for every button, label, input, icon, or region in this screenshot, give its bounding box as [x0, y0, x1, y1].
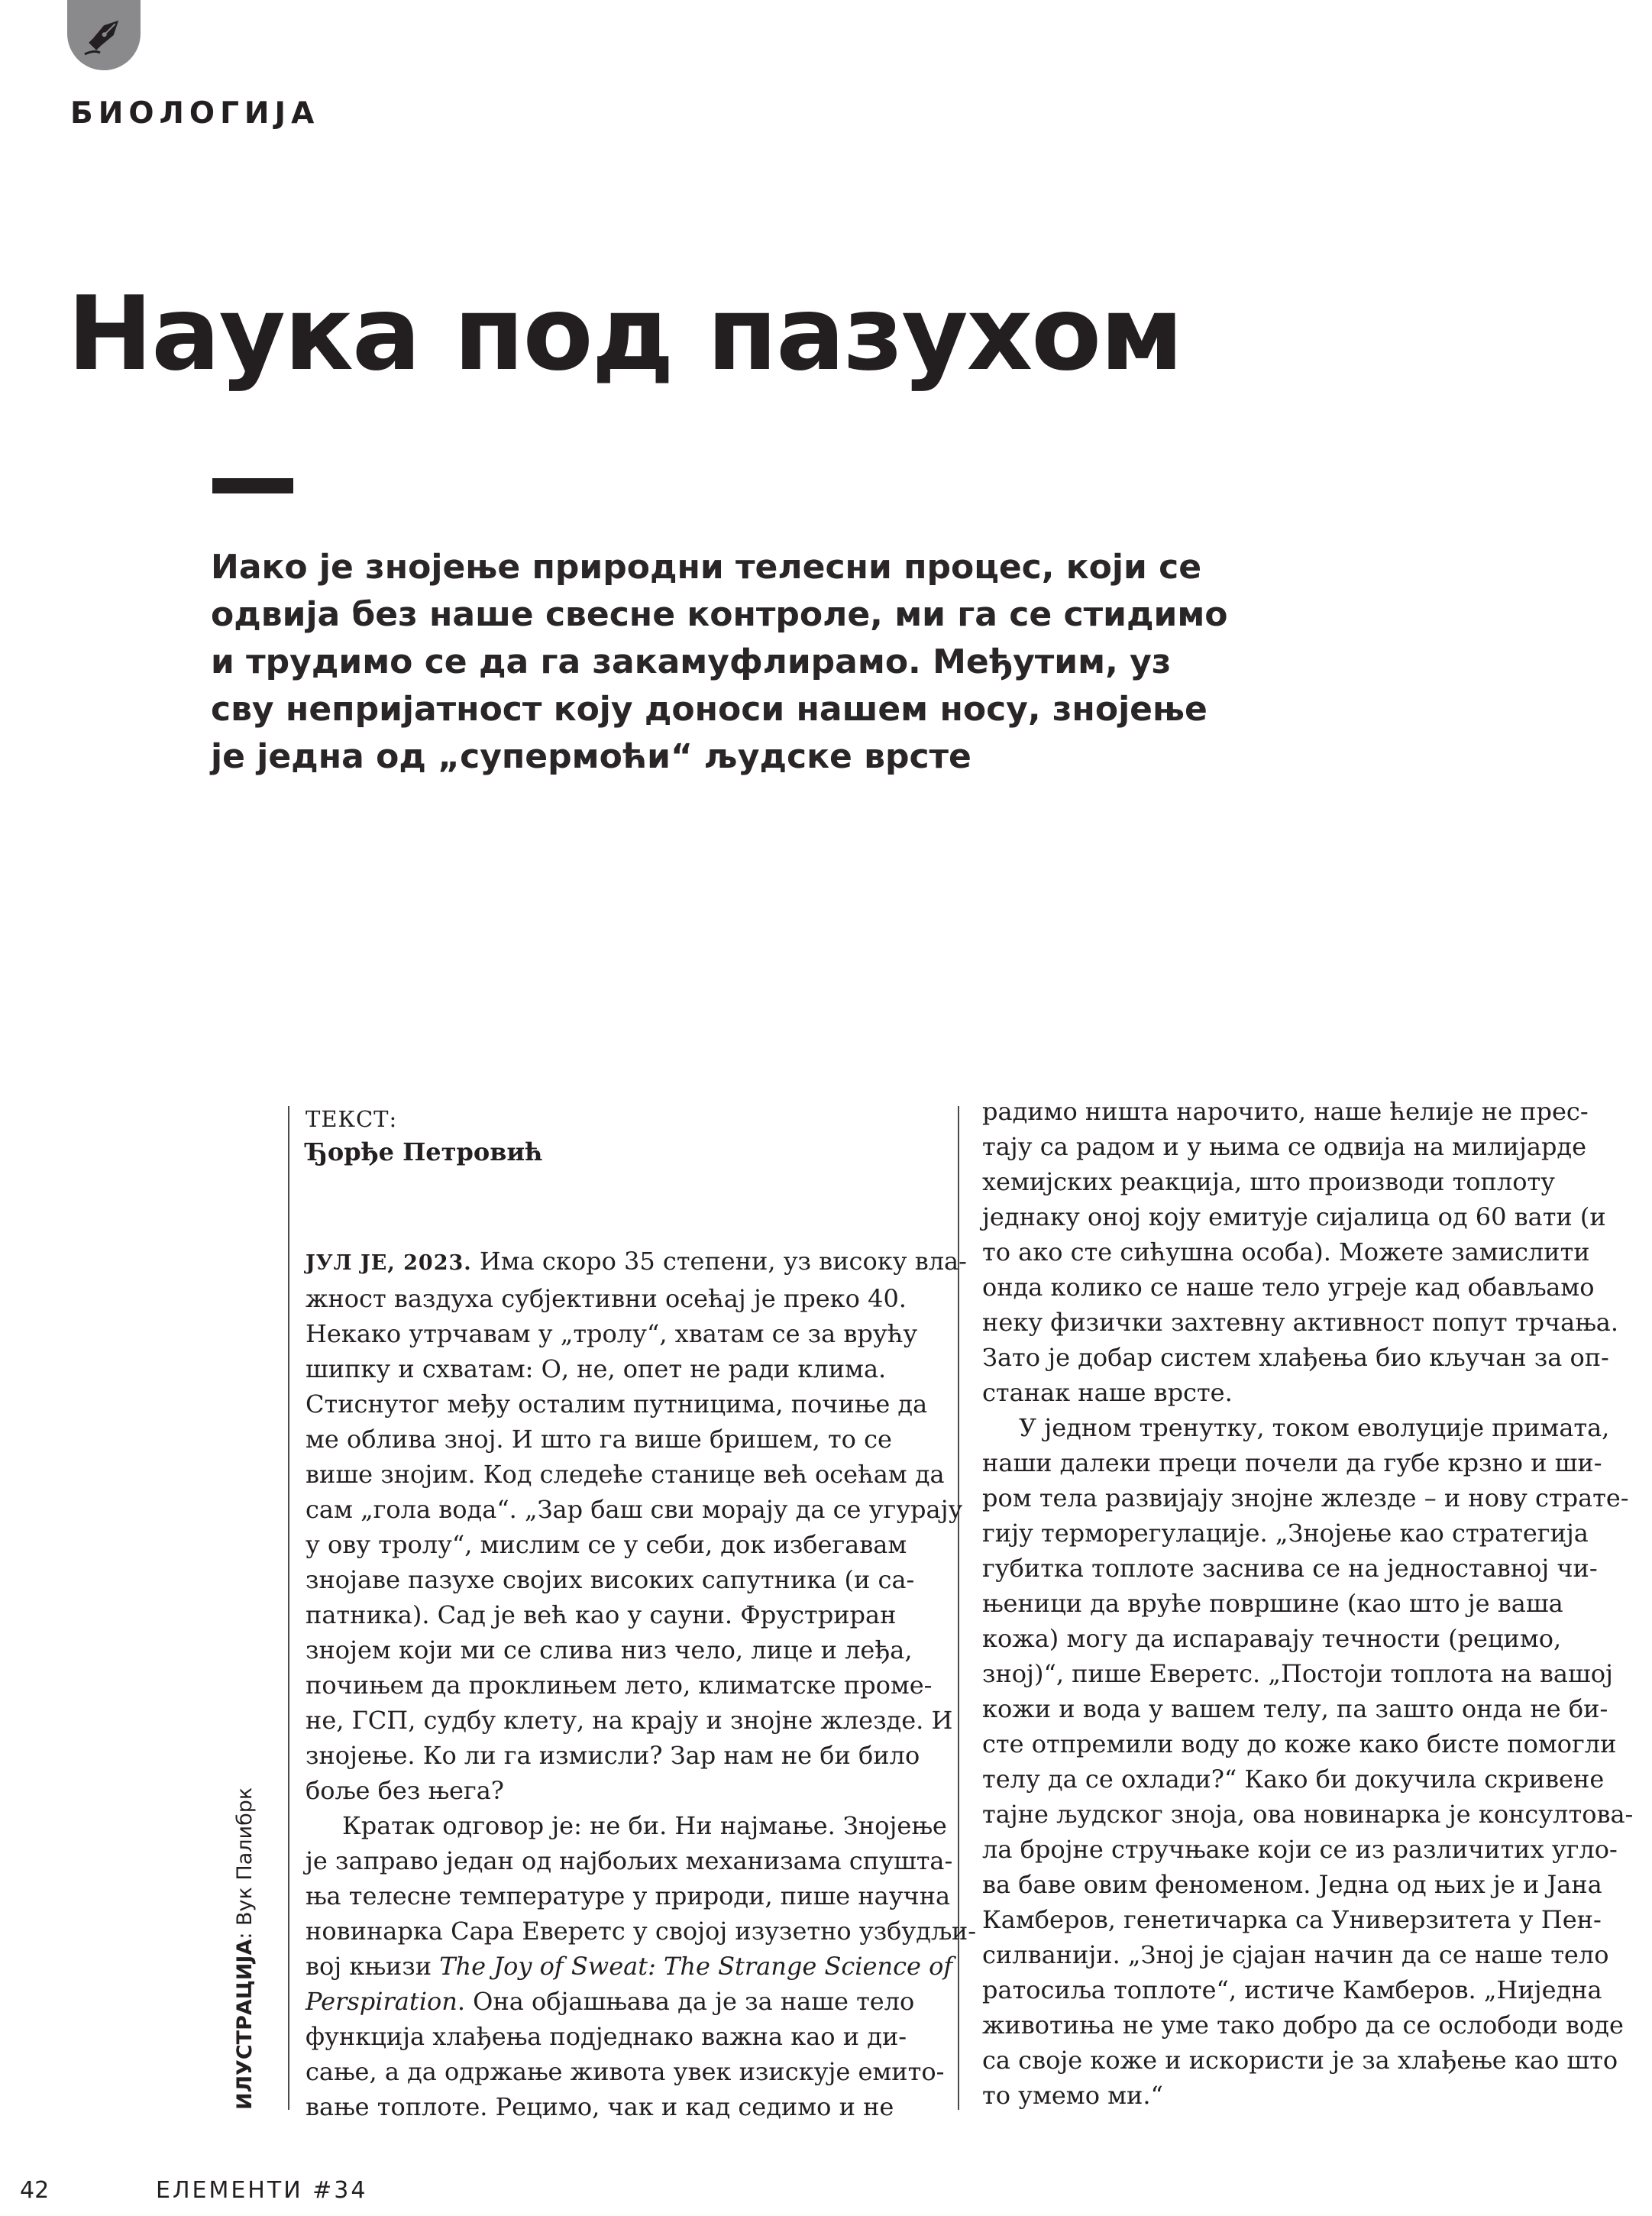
- paragraph-line: са своје коже и искористи је за хлађење као што: [982, 2046, 1618, 2075]
- paragraph-line: ва баве овим феноменом. Једна од њих је и Јана: [982, 1870, 1602, 1899]
- paragraph-line: губитка топлоте заснива се на једноставној чи-: [982, 1554, 1598, 1583]
- body-column-2: [982, 1094, 1641, 2113]
- book-title-continued: Perspiration: [306, 1987, 457, 2016]
- paragraph-line: Кратак одговор је: не би. Ни најмање. Знојење: [342, 1811, 947, 1840]
- illustration-credit: [233, 1787, 257, 2110]
- paragraph-2: [306, 1808, 977, 2124]
- paragraph-line: хемијских реакција, што производи топлоту: [982, 1167, 1555, 1196]
- paragraph-line: то умемо ми.“: [982, 2081, 1163, 2110]
- paragraph-line: ЈУЛ ЈЕ, 2023. Има скоро 35 степени, уз високу вла-: [306, 1247, 967, 1276]
- paragraph-line: силванији. „Зној је сјајан начин да се наше тело: [982, 1940, 1609, 1969]
- paragraph-line: шипку и схватам: О, не, опет не ради клима.: [306, 1354, 887, 1383]
- paragraph-line: радимо ништа нарочито, наше ћелије не прес-: [982, 1097, 1589, 1126]
- paragraph-line: Некако утрчавам у „тролу“, хватам се за врућу: [306, 1319, 918, 1348]
- section-label: БИОЛОГИЈА: [70, 96, 320, 131]
- body-column-1: [306, 1098, 977, 2124]
- lead-dash-divider: [212, 478, 293, 493]
- paragraph-line: животиња не уме тако добро да се ослободи воде: [982, 2011, 1624, 2040]
- paragraph-line: ром тела развијају знојне жлезде – и нову страте-: [982, 1483, 1629, 1512]
- paragraph-line: то ако сте сићушна особа). Можете замислити: [982, 1237, 1590, 1267]
- paragraph-line: не, ГСП, судбу клету, на крају и знојне жлезде. И: [306, 1706, 953, 1735]
- paragraph-line: једнаку оној коју емитује сијалица од 60 вати (и: [982, 1202, 1606, 1231]
- credit-label: ИЛУСТРАЦИЈА: [233, 1939, 257, 2110]
- paragraph-line: више знојим. Код следеће станице већ осећам да: [306, 1460, 945, 1489]
- paragraph-line: Perspiration. Она објашњава да је за наше тело: [306, 1987, 915, 2016]
- paragraph-1: [306, 1244, 967, 1808]
- paragraph-line: знојем који ми се слива низ чело, лице и леђа,: [306, 1635, 913, 1664]
- paragraph-line: неку физички захтевну активност попут трчања.: [982, 1308, 1618, 1337]
- paragraph-line: ме облива зној. И што га више бришем, то се: [306, 1425, 892, 1454]
- book-title: The Joy of Sweat: The Strange Science of: [439, 1952, 953, 1981]
- magazine-issue: ЕЛЕМЕНТИ #34: [156, 2177, 368, 2204]
- paragraph-line: станак наше врсте.: [982, 1378, 1233, 1407]
- paragraph-line: онда колико се наше тело угреје кад обављамо: [982, 1273, 1595, 1302]
- paragraph-line: знојење. Ко ли га измисли? Зар нам не би било: [306, 1741, 920, 1770]
- paragraph-line: функција хлађења подједнако важна као и ди-: [306, 2022, 907, 2051]
- paragraph-line: знојаве пазухе својих високих сапутника (и са-: [306, 1565, 915, 1594]
- paragraph-line: У једном тренутку, током еволуције примата,: [1019, 1413, 1610, 1442]
- paragraph-line: ла бројне стручњаке који се из различитих угло-: [982, 1835, 1618, 1864]
- paragraph-line: почињем да проклињем лето, климатске проме-: [306, 1671, 933, 1700]
- paragraph-line: у ову тролу“, мислим се у себи, док избегавам: [306, 1530, 907, 1559]
- paragraph-line: ња телесне температуре у природи, пише научна: [306, 1881, 951, 1910]
- paragraph-line: сте отпремили воду до коже како бисте помогли: [982, 1729, 1617, 1758]
- article-title: Наука под пазухом: [67, 273, 1182, 393]
- paragraph-line: Стиснутог међу осталим путницима, почиње да: [306, 1389, 928, 1419]
- paragraph-line: патника). Сад је већ као у сауни. Фрустриран: [306, 1600, 897, 1629]
- paragraph-line: вој књизи The Joy of Sweat: The Strange Science of: [306, 1952, 953, 1981]
- dateline: ЈУЛ ЈЕ, 2023.: [306, 1251, 472, 1275]
- section-badge: [67, 0, 141, 70]
- credit-name: : Вук Палибрк: [233, 1787, 257, 1939]
- paragraph-line: боље без њега?: [306, 1776, 504, 1805]
- fountain-pen-icon: [80, 11, 128, 59]
- paragraph-line: жност ваздуха субјективни осећај је преко 40.: [306, 1284, 907, 1313]
- paragraph-line: је заправо један од најбољих механизама спушта-: [306, 1846, 953, 1875]
- paragraph-line: Зато је добар систем хлађења био кључан за оп-: [982, 1343, 1609, 1372]
- paragraph-line: зној)“, пише Еверетс. „Постоји топлота на вашој: [982, 1659, 1613, 1688]
- paragraph-line: сање, а да одржање живота увек изискује емито-: [306, 2057, 945, 2086]
- paragraph-line: сам „гола вода“. „Зар баш сви морају да се угурају: [306, 1495, 963, 1524]
- paragraph-line: кожи и вода у вашем телу, па зашто онда не би-: [982, 1694, 1608, 1723]
- paragraph-line: телу да се охлади?“ Како би докучила скривене: [982, 1765, 1605, 1794]
- paragraph-line: наши далеки преци почели да губе крзно и ши-: [982, 1448, 1602, 1477]
- paragraph-line: гију терморегулације. „Знојење као стратегија: [982, 1519, 1589, 1548]
- paragraph-line: вање топлоте. Рецимо, чак и кад седимо и не: [306, 2092, 894, 2121]
- paragraph-line: ратосиља топлоте“, истиче Камберов. „Ниједна: [982, 1975, 1602, 2004]
- paragraph-3: [982, 1094, 1641, 1410]
- paragraph-line: новинарка Сара Еверетс у својој изузетно узбудљи-: [306, 1917, 977, 1946]
- paragraph-line: кожа) могу да испаравају течности (рецимо,: [982, 1624, 1562, 1653]
- byline-author: Ђорђе Петровић: [306, 1137, 543, 1166]
- byline-label: ТЕКСТ:: [306, 1106, 398, 1132]
- paragraph-line: тајне људског зноја, ова новинарка је консултова-: [982, 1800, 1634, 1829]
- page-number: 42: [20, 2177, 50, 2204]
- paragraph-4: [982, 1410, 1641, 2113]
- article-lead: Иако је знојење природни телесни процес, који се одвија без наше свесне контроле, ми га се стидимо и трудимо се да га закамуфлирамо. Међутим, уз сву непријатност коју доноси нашем носу, знојење је једна од „супермоћи“ људске врсте: [211, 548, 1228, 776]
- paragraph-line: њеници да вруће површине (као што је ваша: [982, 1589, 1563, 1618]
- paragraph-line: Камберов, генетичарка са Универзитета у Пен-: [982, 1905, 1602, 1934]
- paragraph-line: тају са радом и у њима се одвија на милијарде: [982, 1132, 1587, 1161]
- column-rule-left: [288, 1106, 289, 2110]
